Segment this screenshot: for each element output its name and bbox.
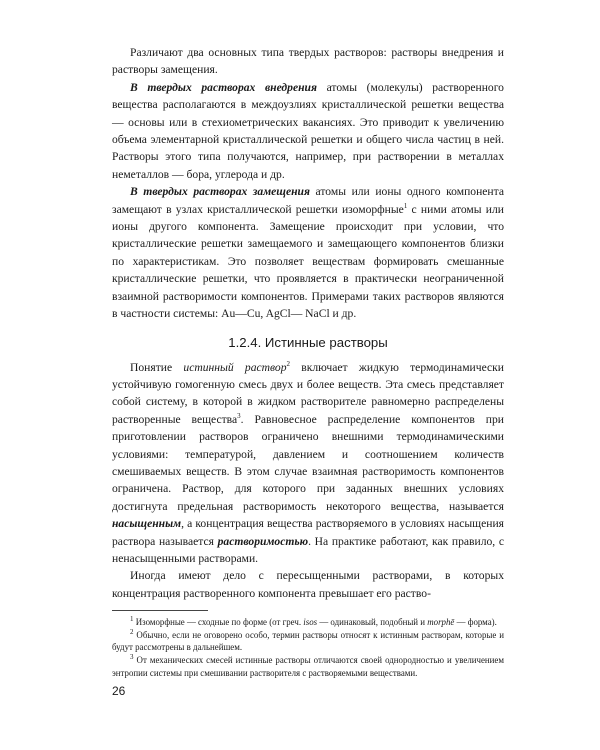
interstitial-term: В твердых растворах внедрения: [130, 80, 317, 94]
footnote-1-morphe: morphē: [427, 617, 455, 628]
footnote-1-text-a: Изоморфные — сходные по форме (от греч.: [133, 617, 304, 628]
section-title: 1.2.4. Истинные растворы: [228, 334, 388, 350]
footnote-ref-3: 3: [237, 411, 241, 420]
page-body: [112, 44, 504, 679]
true-text-d: . На практике работают, как правило, с ненасыщенными растворами.: [112, 534, 504, 565]
substitution-term: В твердых растворах замещения: [130, 185, 310, 199]
footnote-1-text-b: — одинаковый, подобный и: [317, 617, 428, 628]
footnote-3-mark: 3: [130, 653, 134, 661]
true-lead: Понятие: [130, 360, 184, 374]
saturated-term: насыщенным: [112, 517, 182, 531]
footnote-1: [112, 616, 504, 629]
true-solutions-paragraph: [112, 359, 504, 568]
substitution-text-a: атомы или ионы одного компонента замещают в узлах кристаллической решетки изоморфные: [112, 185, 504, 216]
footnote-2: [112, 629, 504, 654]
true-text-a: включает жидкую термодинамически устойчивую гомогенную смесь двух и более веществ. Эта смесь представляет собой систему, в которой в жидком растворителе равномерно распределены растворенные вещества: [112, 360, 504, 426]
footnote-3: [112, 654, 504, 679]
footnote-ref-2: 2: [286, 359, 290, 368]
true-term: истинный раствор: [183, 360, 287, 374]
true-text-c: , а концентрация вещества растворяемого в условиях насыщения раствора называется: [112, 517, 504, 548]
intro-paragraph: Различают два основных типа твердых растворов: растворы внедрения и растворы замещения.: [112, 46, 504, 77]
substitution-text-b: с ними атомы или ионы другого компонента. Замещение происходит при условии, что кристаллические решетки замещаемого и замещающего компонентов близки по характеристикам. Это позволяет веществам формировать смешанные кристаллические решетки, что проявляется в практически неограниченной взаимной растворимости компонентов. Примерами таких растворов являются в частности системы: Au—Cu, AgCl— NaCl и др.: [112, 202, 504, 321]
footnote-1-text-c: — форма).: [454, 617, 497, 628]
footnote-divider: [112, 610, 208, 611]
footnote-2-mark: 2: [130, 627, 134, 636]
footnote-3-text: От механических смесей истинные растворы отличаются своей однородностью и увеличением энтропии системы при смешивании растворителя с растворяемыми веществами.: [112, 654, 504, 678]
true-text-b: . Равновесное распределение компонентов при приготовлении растворов ограничено внешними термодинамическими условиями: температурой, давлением и соотношением количеств смешиваемых веществ. В этом случае взаимная растворимость компонентов ограничена. Раствор, для которого при заданных внешних условиях достигнута предельная растворимость некоторого вещества, называется: [112, 412, 504, 513]
footnote-2-text: Обычно, если не оговорено особо, термин растворы относят к истинным растворам, которые и будут рассмотрены в дальнейшем.: [112, 629, 504, 653]
interstitial-paragraph: [112, 79, 504, 183]
footnote-1-isos: isos: [303, 617, 318, 628]
substitution-paragraph: [112, 183, 504, 322]
footnote-1-mark: 1: [130, 615, 134, 624]
solubility-term: растворимостью: [217, 534, 309, 548]
page-number: 26: [112, 684, 126, 698]
supersaturated-paragraph: Иногда имеют дело с пересыщенными растворами, в которых концентрация растворенного компонента превышает его раство-: [112, 569, 504, 600]
interstitial-text: атомы (молекулы) растворенного вещества располагаются в междоузлиях кристаллической решетки вещества — основы или в стехиометрических вакансиях. Это приводит к увеличению объема элементарной кристаллической решетки и общего числа частиц в ней. Растворы этого типа получаются, например, при растворении в металлах неметаллов — бора, углерода и др.: [112, 80, 504, 181]
footnote-ref-1: 1: [403, 201, 408, 210]
